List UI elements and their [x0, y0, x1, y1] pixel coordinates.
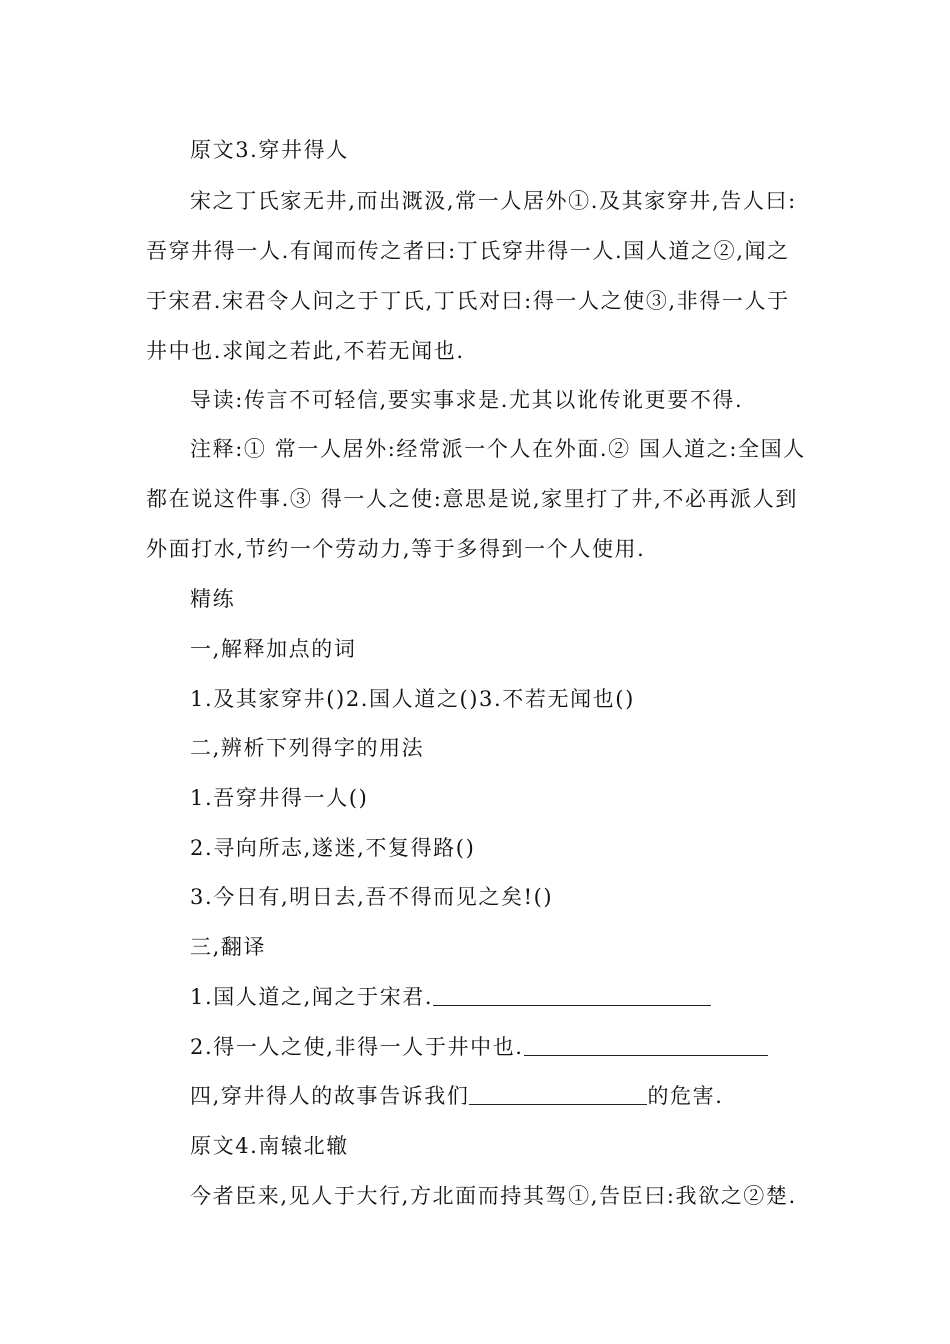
original-text-line: 于宋君.宋君令人问之于丁氏,丁氏对曰:得一人之使③,非得一人于 — [146, 289, 790, 313]
original-text-line: 井中也.求闻之若此,不若无闻也. — [146, 339, 465, 363]
section-title-4: 原文4.南辕北辙 — [190, 1134, 349, 1158]
guide-reading: 导读:传言不可轻信,要实事求是.尤其以讹传讹更要不得. — [190, 388, 744, 412]
question-item: 3.今日有,明日去,吾不得而见之矣!() — [190, 885, 554, 909]
translation-item — [190, 1032, 816, 1062]
answer-blank[interactable] — [433, 985, 711, 1006]
original-text-line: 吾穿井得一人.有闻而传之者曰:丁氏穿井得一人.国人道之②,闻之 — [146, 239, 790, 263]
answer-blank[interactable] — [469, 1084, 647, 1105]
question-item: 1.吾穿井得一人() — [190, 786, 369, 810]
question-heading-1: 一,解释加点的词 — [190, 637, 357, 661]
question-heading-4 — [190, 1081, 816, 1111]
question-item: 2.寻向所志,遂迷,不复得路() — [190, 836, 476, 860]
annotation-line: 都在说这件事.③ 得一人之使:意思是说,家里打了井,不必再派人到 — [146, 487, 798, 511]
annotation-line: 外面打水,节约一个劳动力,等于多得到一个人使用. — [146, 537, 646, 561]
question-heading-2: 二,辨析下列得字的用法 — [190, 736, 425, 760]
question-heading-3: 三,翻译 — [190, 935, 267, 959]
annotation-line: 注释:① 常一人居外:经常派一个人在外面.② 国人道之:全国人 — [190, 437, 806, 461]
question-item: 1.及其家穿井()2.国人道之()3.不若无闻也() — [190, 687, 635, 711]
section-title-3: 原文3.穿井得人 — [190, 138, 349, 162]
answer-blank[interactable] — [524, 1035, 768, 1056]
exercise-heading: 精练 — [190, 587, 236, 611]
translation-item-text: 1.国人道之,闻之于宋君. — [190, 985, 434, 1009]
translation-item-text: 2.得一人之使,非得一人于井中也. — [190, 1035, 524, 1059]
original-text-line: 宋之丁氏家无井,而出溉汲,常一人居外①.及其家穿井,告人曰: — [190, 189, 797, 213]
original-text-line: 今者臣来,见人于大行,方北面而持其驾①,告臣曰:我欲之②楚. — [190, 1184, 797, 1208]
question-4-text: 四,穿井得人的故事告诉我们 — [190, 1084, 470, 1108]
question-4-suffix: 的危害. — [647, 1084, 724, 1108]
translation-item — [190, 982, 816, 1012]
